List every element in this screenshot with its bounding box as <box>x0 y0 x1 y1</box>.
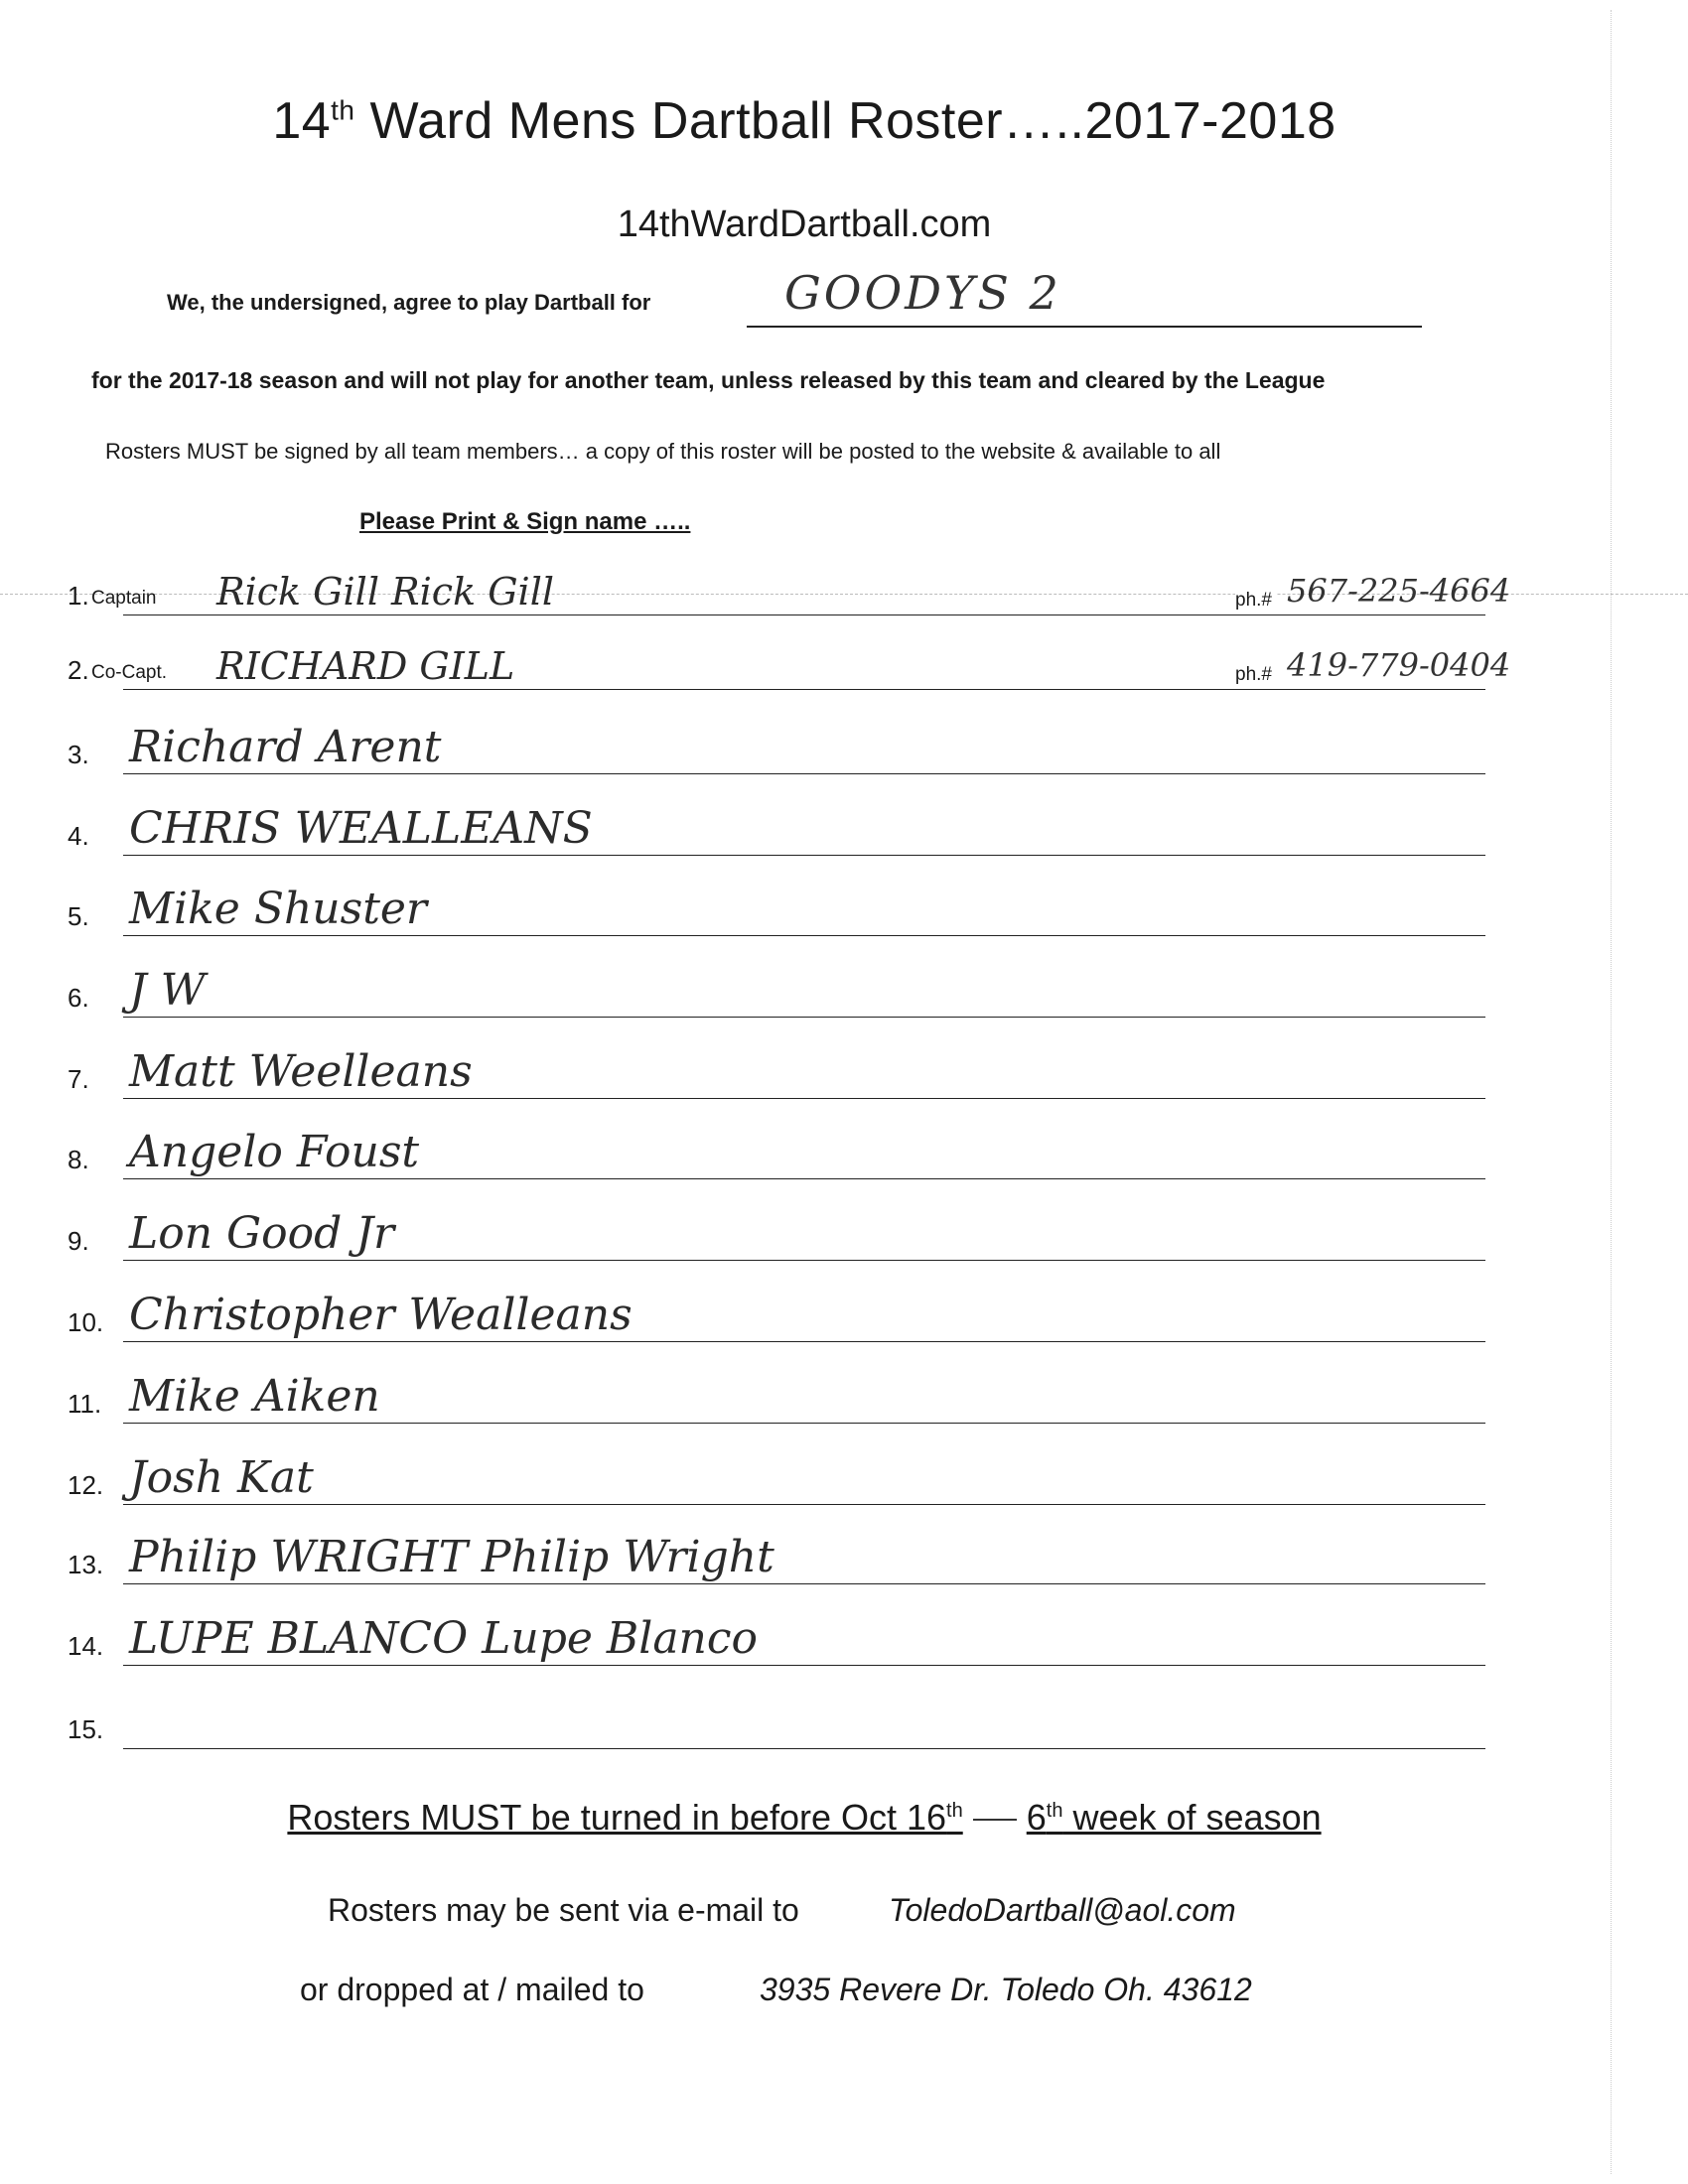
roster-line <box>123 1260 1485 1261</box>
player-name-handwritten: CHRIS WEALLEANS <box>129 803 593 854</box>
title-superscript: th <box>331 94 355 126</box>
deadline-week-number: 6 <box>1026 1797 1047 1838</box>
roster-row <box>68 803 1485 856</box>
roster-line <box>123 1098 1485 1099</box>
roster-row <box>68 1208 1485 1261</box>
roster-number: 3. <box>68 740 89 769</box>
website-url: 14thWardDartball.com <box>617 204 992 245</box>
deadline-week-sup: th <box>1046 1800 1063 1822</box>
roster-line <box>123 1423 1485 1424</box>
team-name-handwritten: GOODYS 2 <box>784 266 1061 320</box>
phone-label: ph.# <box>1235 664 1276 686</box>
roster-line <box>123 614 1485 615</box>
roster-line <box>123 1748 1485 1749</box>
roster-number: 5. <box>68 901 89 931</box>
mailing-address: 3935 Revere Dr. Toledo Oh. 43612 <box>760 1972 1252 2007</box>
player-name-handwritten: RICHARD GILL <box>216 644 515 688</box>
title-number: 14 <box>272 92 332 150</box>
player-name-handwritten: Christopher Wealleans <box>129 1290 633 1340</box>
roster-row <box>68 1613 1485 1666</box>
player-name-handwritten: Josh Kat <box>129 1452 314 1503</box>
email-address: ToledoDartball@aol.com <box>889 1892 1236 1928</box>
player-name-handwritten: J W <box>129 965 206 1016</box>
roster-row <box>68 722 1485 774</box>
roster-line <box>123 1017 1485 1018</box>
rosters-notice: Rosters MUST be signed by all team members… a copy of this roster will be posted to the website & available to all <box>105 439 1221 464</box>
player-name-handwritten: Angelo Foust <box>129 1127 420 1177</box>
roster-line <box>123 1178 1485 1179</box>
roster-row <box>68 1452 1485 1505</box>
roster-row <box>68 1127 1485 1179</box>
print-sign-heading: Please Print & Sign name ….. <box>359 508 691 535</box>
roster-number: 9. <box>68 1226 89 1256</box>
title-text: Ward Mens Dartball Roster…..2017-2018 <box>354 92 1336 150</box>
email-label: Rosters may be sent via e-mail to <box>328 1892 799 1928</box>
deadline-sup: th <box>946 1800 963 1822</box>
roster-number: 10. <box>68 1307 104 1337</box>
deadline-text: Rosters MUST be turned in before Oct 16 <box>287 1797 947 1838</box>
roster-number: 14. <box>68 1631 104 1661</box>
deadline-notice <box>0 1797 1609 1839</box>
roster-line <box>123 1504 1485 1505</box>
roster-row <box>68 1700 1485 1749</box>
player-name-handwritten: Philip WRIGHT Philip Wright <box>129 1532 774 1582</box>
roster-row <box>68 1371 1485 1424</box>
season-commitment-text: for the 2017-18 season and will not play for another team, unless released by this team and cleared by the League <box>91 367 1326 393</box>
roster-number: 8. <box>68 1145 89 1174</box>
roster-row <box>68 1046 1485 1099</box>
roster-line <box>123 855 1485 856</box>
phone-label: ph.# <box>1235 590 1276 612</box>
roster-role: Co-Capt. <box>91 662 168 683</box>
roster-number: 12. <box>68 1470 104 1500</box>
player-name-handwritten: LUPE BLANCO Lupe Blanco <box>129 1613 759 1664</box>
roster-line <box>123 773 1485 774</box>
roster-number: 6. <box>68 983 89 1013</box>
player-name-handwritten: Mike Shuster <box>129 884 427 934</box>
roster-number: 4. <box>68 821 89 851</box>
roster-number: 2. <box>68 655 89 685</box>
roster-number: 15. <box>68 1714 104 1744</box>
page-title <box>0 91 1609 151</box>
roster-line <box>123 1341 1485 1342</box>
roster-number: 7. <box>68 1064 89 1094</box>
roster-line <box>123 935 1485 936</box>
roster-number: 11. <box>68 1389 102 1419</box>
roster-row <box>68 1290 1485 1342</box>
agreement-text: We, the undersigned, agree to play Dartball for <box>167 290 651 315</box>
phone-number-handwritten: 567-225-4664 <box>1287 572 1511 610</box>
deadline-dash <box>973 1819 1017 1821</box>
roster-line <box>123 1665 1485 1666</box>
roster-role: Captain <box>91 588 157 609</box>
player-name-handwritten: Rick Gill Rick Gill <box>216 570 555 614</box>
roster-row <box>68 965 1485 1018</box>
mail-label: or dropped at / mailed to <box>300 1972 644 2007</box>
roster-line <box>123 1583 1485 1584</box>
roster-line <box>123 689 1485 690</box>
roster-row <box>68 566 1511 615</box>
roster-row <box>68 884 1485 936</box>
roster-number: 13. <box>68 1550 104 1579</box>
phone-number-handwritten: 419-779-0404 <box>1287 646 1511 684</box>
player-name-handwritten: Lon Good Jr <box>129 1208 394 1259</box>
roster-number: 1. <box>68 581 89 611</box>
roster-row <box>68 1532 1485 1584</box>
player-name-handwritten: Mike Aiken <box>129 1371 380 1422</box>
scan-edge <box>1611 10 1612 2174</box>
deadline-week-text: week of season <box>1062 1797 1322 1838</box>
roster-row <box>68 640 1511 690</box>
player-name-handwritten: Matt Weelleans <box>129 1046 473 1097</box>
player-name-handwritten: Richard Arent <box>129 722 442 772</box>
